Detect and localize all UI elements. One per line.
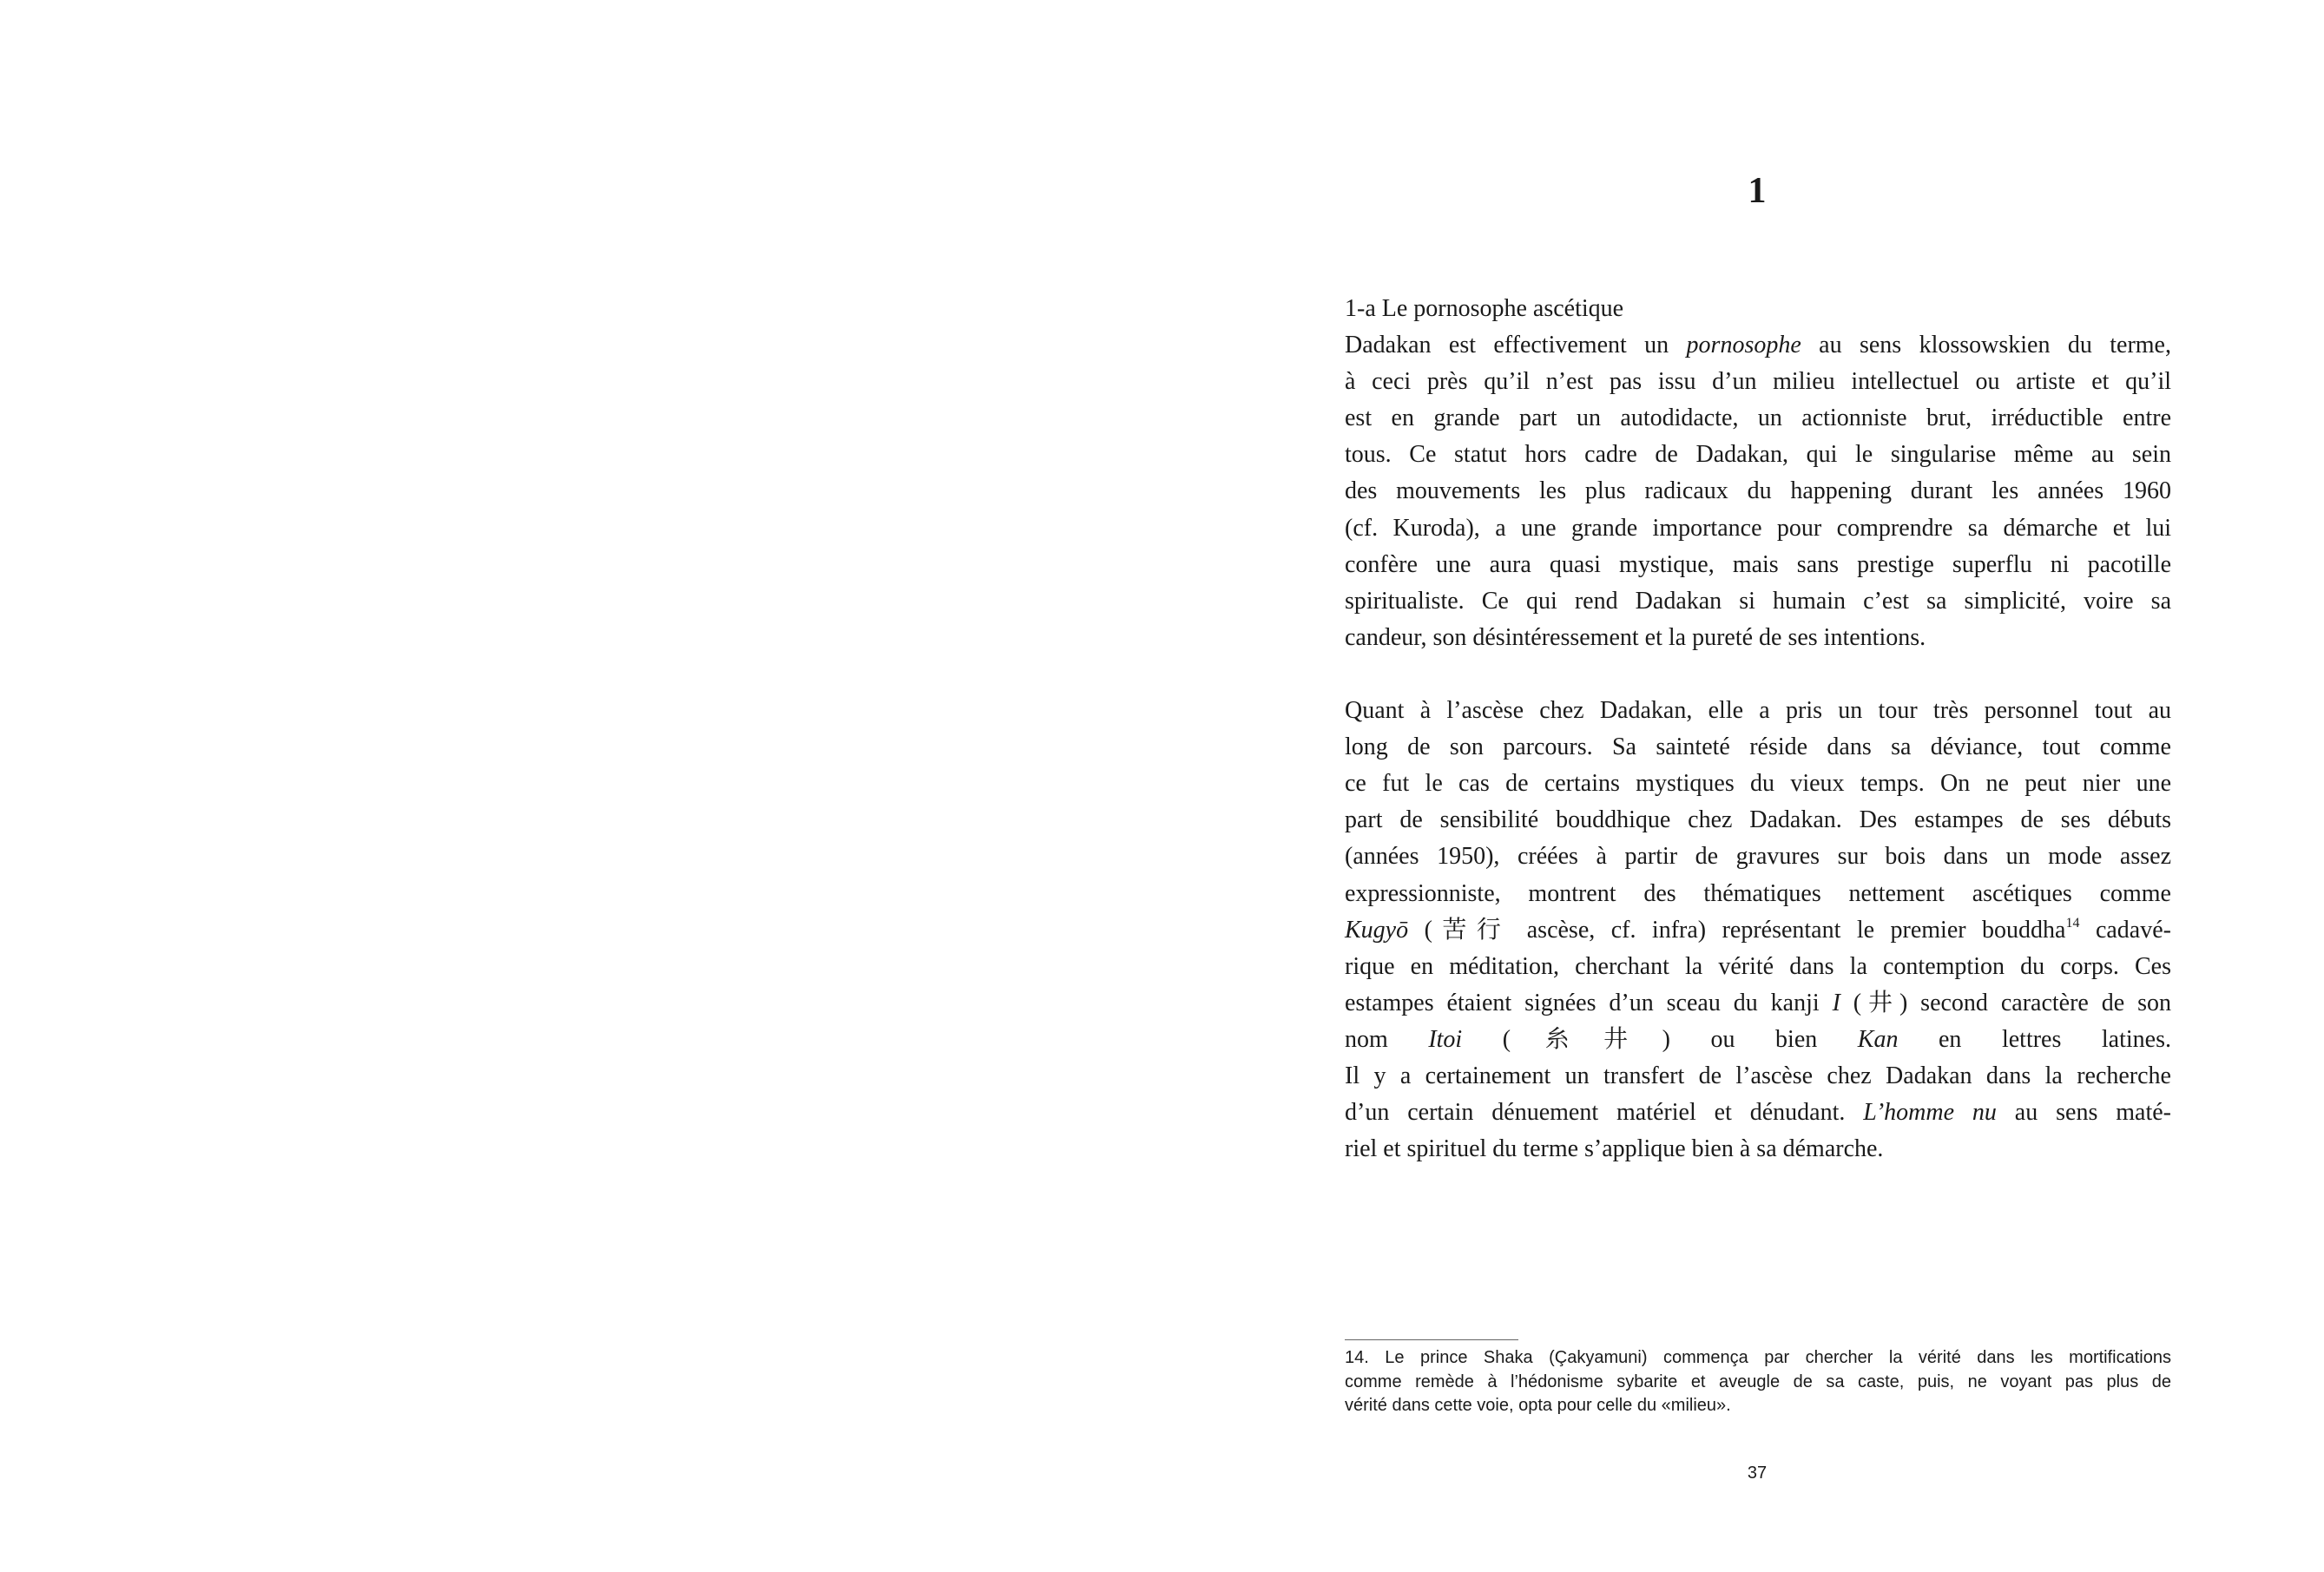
text-run: Dadakan est effectivement un [1345, 332, 1687, 359]
text-line [1345, 547, 2171, 583]
footnote-separator [1345, 1339, 1518, 1340]
page-number: 37 [1747, 1463, 1768, 1483]
text-run: expressionniste, montrent des thématiques nettement ascétiques comme [1345, 879, 2171, 907]
footnote-line: 14. Le prince Shaka (Çakyamuni) commença par chercher la vérité dans les mortifications [1345, 1348, 2171, 1367]
text-run: des mouvements les plus radicaux du happening durant les années 1960 [1345, 477, 2171, 505]
paragraph [1345, 693, 2171, 1167]
italic-text: Kan [1857, 1025, 1899, 1053]
text-line [1345, 1131, 2171, 1167]
text-line [1345, 400, 2171, 437]
text-line [1345, 802, 2171, 839]
text-run: Quant à l’ascèse chez Dadakan, elle a pris un tour très personnel tout au [1345, 697, 2171, 725]
text-run: (cf. Kuroda), a une grande importance pour comprendre sa démarche et lui [1345, 514, 2171, 542]
text-run: tous. Ce statut hors cadre de Dadakan, qui le singularise même au sein [1345, 441, 2171, 469]
text-line [1345, 583, 2171, 620]
text-line [1345, 327, 2171, 364]
footnote [1345, 1346, 2171, 1418]
text-line [1345, 912, 2171, 949]
text-run: Il y a certainement un transfert de l’ascèse chez Dadakan dans la recherche [1345, 1062, 2171, 1089]
text-run: au sens maté- [1996, 1099, 2171, 1127]
italic-text: Kugyō [1345, 916, 1409, 944]
text-run: ce fut le cas de certains mystiques du vieux temps. On ne peut nier une [1345, 770, 2171, 798]
text-run: en lettres latines. [1898, 1025, 2171, 1053]
text-run: à ceci près qu’il n’est pas issu d’un milieu intellectuel ou artiste et qu’il [1345, 368, 2171, 396]
text-run: est en grande part un autodidacte, un actionniste brut, irréductible entre [1345, 405, 2171, 432]
text-line [1345, 364, 2171, 400]
text-run: long de son parcours. Sa sainteté réside dans sa déviance, tout comme [1345, 733, 2171, 761]
text-run: d’un certain dénuement matériel et dénudant. [1345, 1099, 1864, 1127]
body-text [1345, 291, 2171, 1167]
text-run: (糸井) ou bien [1462, 1025, 1858, 1053]
text-run: nom [1345, 1025, 1429, 1053]
text-line [1345, 985, 2171, 1022]
paragraph-gap [1345, 656, 2171, 693]
text-run: (苦行 ascèse, cf. infra) représentant le premier bouddha [1408, 916, 2066, 944]
italic-text: I [1832, 989, 1840, 1016]
footnote-line: vérité dans cette voie, opta pour celle du «milieu». [1345, 1396, 1731, 1415]
text-run: (井) second caractère de son [1840, 989, 2171, 1016]
italic-text: L’homme nu [1863, 1099, 1997, 1127]
text-run: rique en méditation, cherchant la vérité dans la contemption du corps. Ces [1345, 952, 2171, 980]
text-line [1345, 473, 2171, 510]
text-run: (années 1950), créées à partir de gravures sur bois dans un mode assez [1345, 843, 2171, 871]
text-run: riel et spirituel du terme s’applique bien à sa démarche. [1345, 1135, 1884, 1163]
text-run: estampes étaient signées d’un sceau du kanji [1345, 989, 1833, 1016]
italic-text: pornosophe [1686, 332, 1801, 359]
text-line [1345, 1058, 2171, 1095]
text-run: candeur, son désintéressement et la pureté de ses intentions. [1345, 623, 1926, 651]
footnote-ref: 14 [2065, 915, 2080, 931]
section-heading: 1-a Le pornosophe ascétique [1345, 295, 1624, 322]
text-line [1345, 839, 2171, 875]
text-line [1345, 1022, 2171, 1058]
text-run: au sens klossowskien du terme, [1801, 332, 2171, 359]
text-line [1345, 1095, 2171, 1131]
text-run: spiritualiste. Ce qui rend Dadakan si humain c’est sa simplicité, voire sa [1345, 587, 2171, 615]
text-line [1345, 876, 2171, 912]
paragraph [1345, 327, 2171, 656]
text-run: cadavé- [2079, 916, 2171, 944]
text-line [1345, 510, 2171, 547]
text-run: part de sensibilité bouddhique chez Dadakan. Des estampes de ses débuts [1345, 806, 2171, 834]
text-line [1345, 693, 2171, 729]
chapter-number: 1 [1748, 171, 1767, 211]
text-line [1345, 729, 2171, 766]
text-run: confère une aura quasi mystique, mais sans prestige superflu ni pacotille [1345, 550, 2171, 578]
italic-text: Itoi [1428, 1025, 1463, 1053]
text-line [1345, 766, 2171, 802]
footnote-line: comme remède à l’hédonisme sybarite et aveugle de sa caste, puis, ne voyant pas plus de [1345, 1371, 2171, 1391]
text-line [1345, 620, 2171, 656]
text-line [1345, 949, 2171, 985]
text-line [1345, 437, 2171, 473]
